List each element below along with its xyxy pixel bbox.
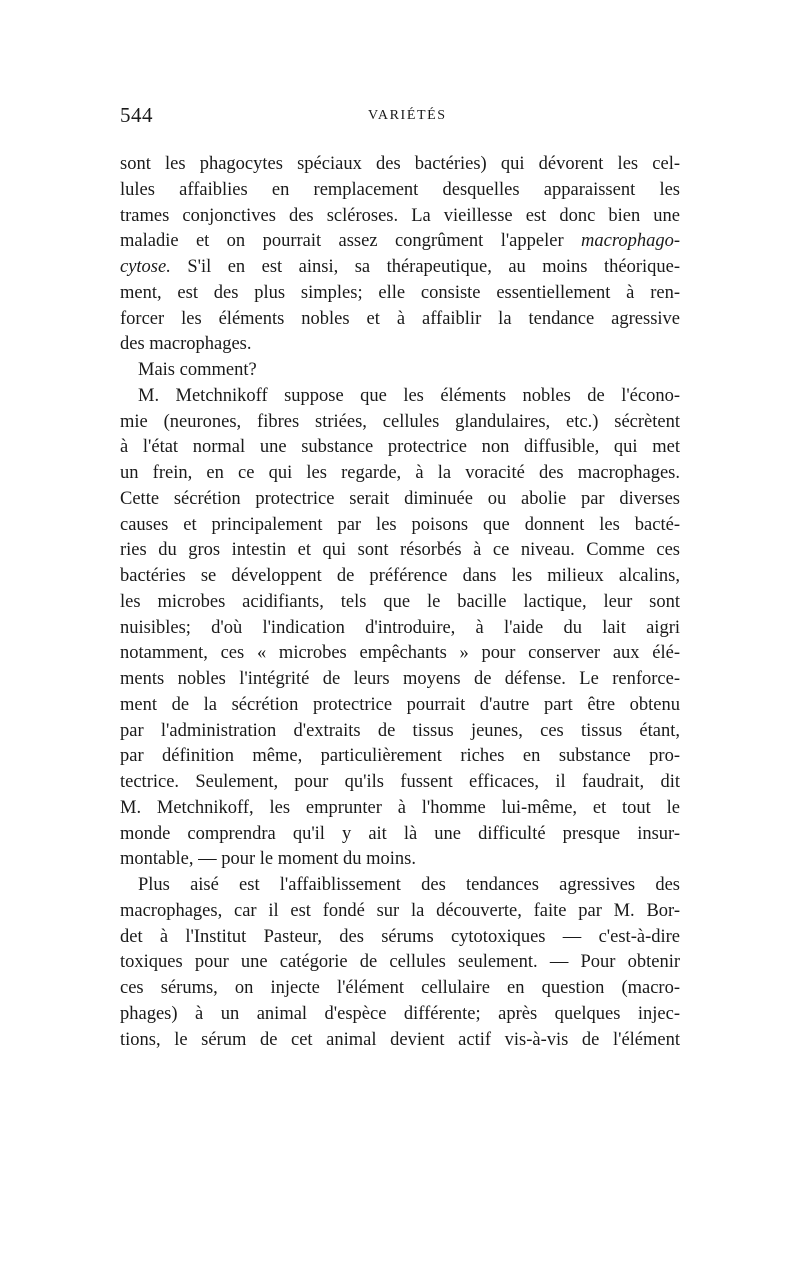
- text-line: sont les phagocytes spéciaux des bactéries) qui dévorent les cel-: [120, 154, 680, 174]
- text-line: montable, — pour le moment du moins.: [120, 849, 416, 870]
- text-line: phages) à un animal d'espèce différente; après quelques injec-: [120, 1003, 680, 1024]
- italic-term: macrophago-: [581, 231, 680, 252]
- text-line: causes et principalement par les poisons que donnent les bacté-: [120, 514, 680, 535]
- text-line: trames conjonctives des scléroses. La vieillesse est donc bien une: [120, 205, 680, 226]
- text-line: cytose. S'il en est ainsi, sa thérapeutique, au moins théorique-: [120, 257, 680, 277]
- text-line: nuisibles; d'où l'indication d'introduire, à l'aide du lait aigri: [120, 617, 680, 638]
- text-line: par l'administration d'extraits de tissus jeunes, ces tissus étant,: [120, 720, 680, 741]
- body-text: [120, 152, 680, 1053]
- text-line: Mais comment?: [138, 360, 257, 380]
- text-line: ces sérums, on injecte l'élément cellulaire en question (macro-: [120, 978, 680, 998]
- text-line: à l'état normal une substance protectrice non diffusible, qui met: [120, 437, 680, 458]
- text-line: ment de la sécrétion protectrice pourrait d'autre part être obtenu: [120, 694, 680, 715]
- text-line: tectrice. Seulement, pour qu'ils fussent efficaces, il faudrait, dit: [120, 772, 680, 792]
- text-line: det à l'Institut Pasteur, des sérums cytotoxiques — c'est-à-dire: [120, 926, 680, 947]
- italic-term: cytose.: [120, 257, 171, 277]
- text-line: bactéries se développent de préférence dans les milieux alcalins,: [120, 566, 680, 586]
- text-line: ries du gros intestin et qui sont résorbés à ce niveau. Comme ces: [120, 540, 680, 561]
- text-line: monde comprendra qu'il y ait là une difficulté presque insur-: [120, 823, 680, 844]
- text-line: notamment, ces « microbes empêchants » pour conserver aux élé-: [120, 643, 680, 664]
- text-line: Cette sécrétion protectrice serait diminuée ou abolie par diverses: [120, 488, 680, 509]
- text-line: un frein, en ce qui les regarde, à la voracité des macrophages.: [120, 463, 680, 483]
- text-line: ment, est des plus simples; elle consiste essentiellement à ren-: [120, 282, 680, 303]
- text-line: tions, le sérum de cet animal devient actif vis-à-vis de l'élément: [120, 1029, 680, 1050]
- text-line: M. Metchnikoff, les emprunter à l'homme lui-même, et tout le: [120, 797, 680, 818]
- text-line: Plus aisé est l'affaiblissement des tendances agressives des: [138, 875, 680, 895]
- page-number: 544: [120, 103, 153, 127]
- running-head: VARIÉTÉS: [368, 108, 447, 123]
- text-line: les microbes acidifiants, tels que le bacille lactique, leur sont: [120, 591, 680, 612]
- text-line: des macrophages.: [120, 334, 252, 355]
- text-line: M. Metchnikoff suppose que les éléments nobles de l'écono-: [138, 385, 680, 406]
- text-line: macrophages, car il est fondé sur la découverte, faite par M. Bor-: [120, 900, 680, 921]
- text-line: toxiques pour une catégorie de cellules seulement. — Pour obtenir: [120, 952, 680, 973]
- text-line: mie (neurones, fibres striées, cellules glandulaires, etc.) sécrètent: [120, 411, 680, 432]
- text-line: maladie et on pourrait assez congrûment l'appeler macrophago-: [120, 231, 680, 252]
- text-line: ments nobles l'intégrité de leurs moyens de défense. Le renforce-: [120, 669, 680, 689]
- text-line: forcer les éléments nobles et à affaiblir la tendance agressive: [120, 308, 680, 329]
- text-line: par définition même, particulièrement riches en substance pro-: [120, 746, 680, 767]
- text-line: lules affaiblies en remplacement desquelles apparaissent les: [120, 179, 680, 200]
